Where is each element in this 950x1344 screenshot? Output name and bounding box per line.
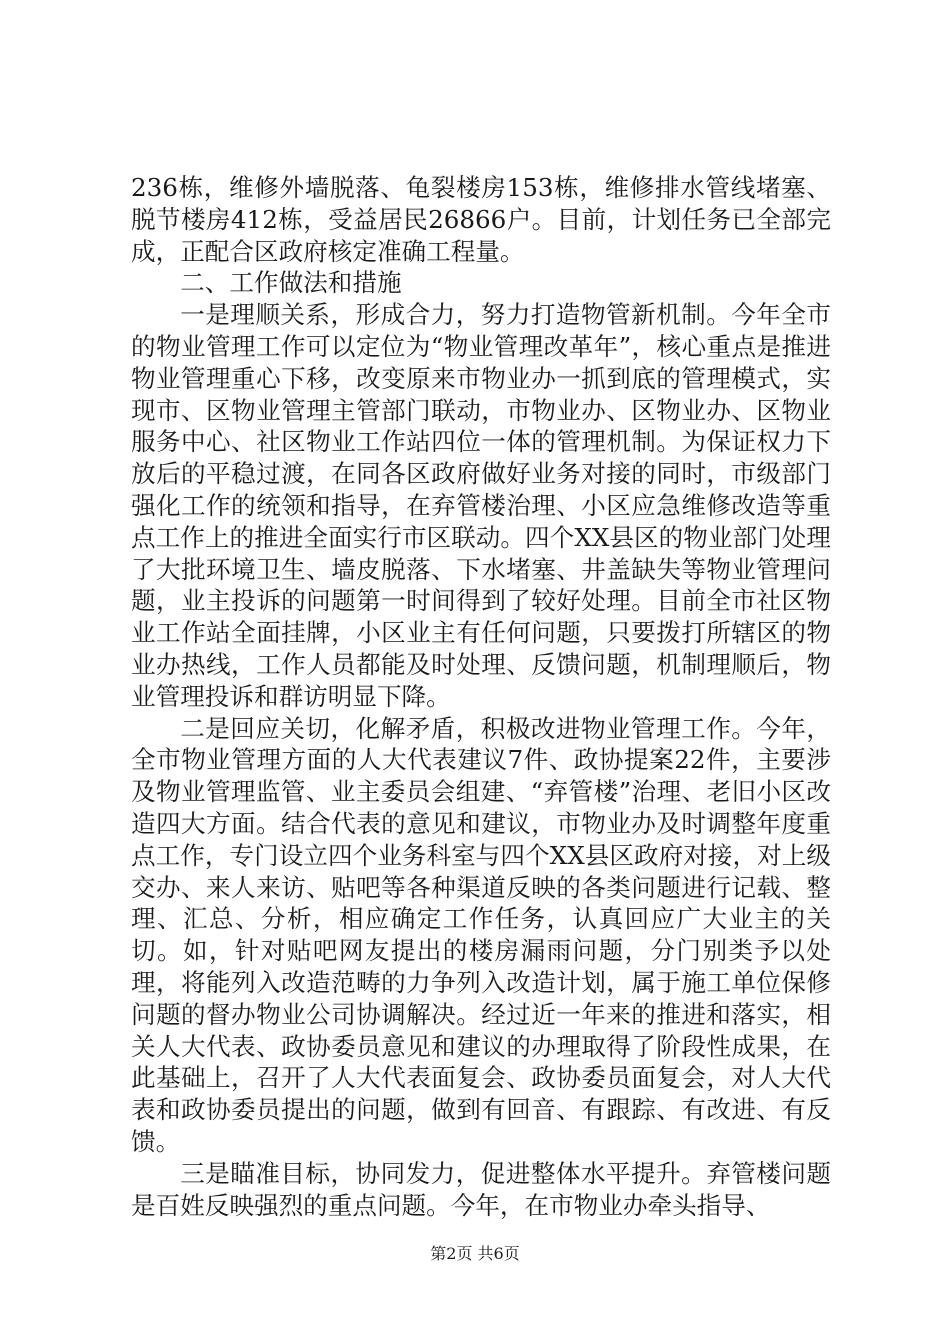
document-body xyxy=(131,172,831,1221)
section-heading: 二、工作做法和措施 xyxy=(180,268,402,298)
paragraph-point-one: 一是理顺关系，形成合力，努力打造物管新机制。今年全市的物业管理工作可以定位为“物业管理改革年”，核心重点是推进物业管理重心下移，改变原来市物业办一抓到底的管理模式，实现市、区物业管理主管部门联动，市物业办、区物业办、区物业服务中心、社区物业工作站四位一体的管理机制。为保证权力下放后的平稳过渡，在同各区政府做好业务对接的同时，市级部门强化工作的统领和指导，在弃管楼治理、小区应急维修改造等重点工作上的推进全面实行市区联动。四个XX县区的物业部门处理了大批环境卫生、墙皮脱落、下水堵塞、井盖缺失等物业管理问题，业主投诉的问题第一时间得到了较好处理。目前全市社区物业工作站全面挂牌，小区业主有任何问题，只要拨打所辖区的物业办热线，工作人员都能及时处理、反馈问题，机制理顺后，物业管理投诉和群访明显下降。 xyxy=(131,300,831,711)
paragraph-point-three: 三是瞄准目标，协同发力，促进整体水平提升。弃管楼问题是百姓反映强烈的重点问题。今年，在市物业办牵头指导、 xyxy=(131,1158,831,1220)
paragraph-point-two: 二是回应关切，化解矛盾，积极改进物业管理工作。今年，全市物业管理方面的人大代表建议7件、政协提案22件，主要涉及物业管理监管、业主委员会组建、“弃管楼”治理、老旧小区改造四大方面。结合代表的意见和建议，市物业办及时调整年度重点工作，专门设立四个业务科室与四个XX县区政府对接，对上级交办、来人来访、贴吧等各种渠道反映的各类问题进行记载、整理、汇总、分析，相应确定工作任务，认真回应广大业主的关切。如，针对贴吧网友提出的楼房漏雨问题，分门别类予以处理，将能列入改造范畴的力争列入改造计划，属于施工单位保修问题的督办物业公司协调解决。经过近一年来的推进和落实，相关人大代表、政协委员意见和建议的办理取得了阶段性成果，在此基础上，召开了人大代表面复会、政协委员面复会，对人大代表和政协委员提出的问题，做到有回音、有跟踪、有改进、有反馈。 xyxy=(131,713,831,1156)
page-number-footer: 第2页 共6页 xyxy=(430,1244,520,1263)
paragraph-continuation: 236栋，维修外墙脱落、龟裂楼房153栋，维修排水管线堵塞、脱节楼房412栋，受益居民26866户。目前，计划任务已全部完成，正配合区政府核定准确工程量。 xyxy=(131,173,831,266)
